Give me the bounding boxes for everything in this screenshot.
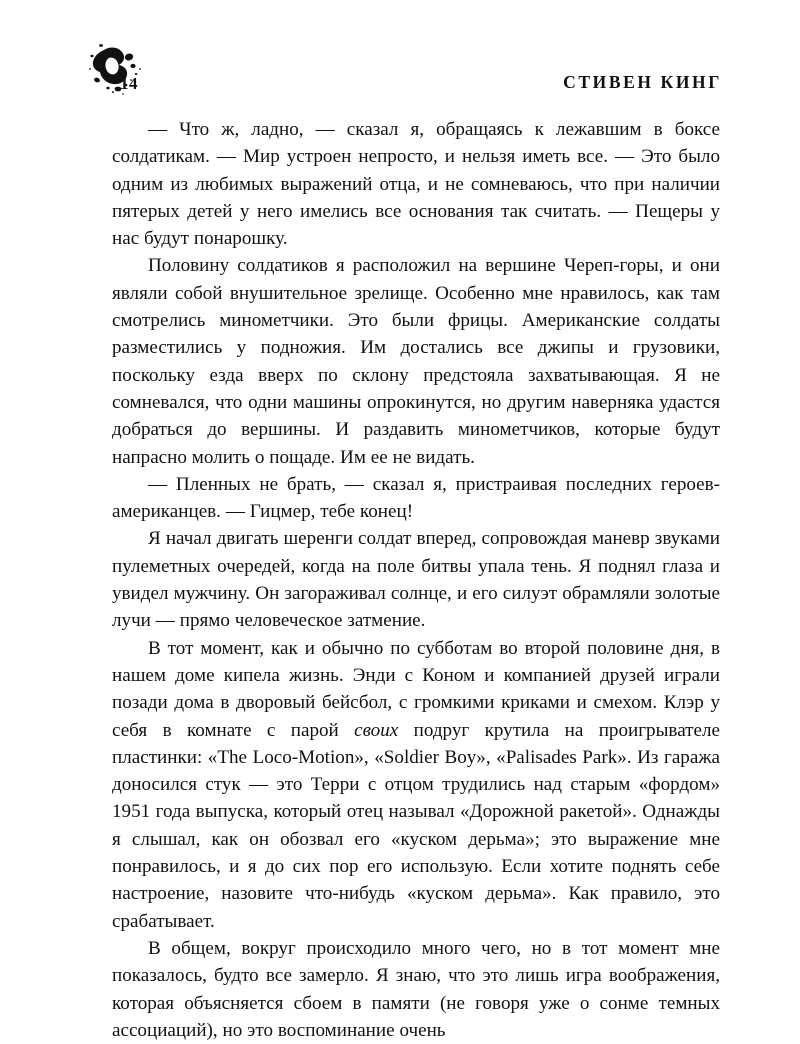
italic-emphasis: своих — [354, 719, 399, 741]
paragraph-segment: подруг крутила на проигрывателе пластинки: «The Loco-Motion», «Soldier Boy», «Palisades Park». Из гаража доносился стук — это Терри с отцом трудились над старым «фордом» 1951 года выпуска, который отец называл «Дорожной ракетой». Однажды я слышал, как он обозвал его «куском дерьма»; это выражение мне понравилось, и я до сих пор его использую. Если хотите поднять себе настроение, назовите что-нибудь «куском дерьма». Как правило, это срабатывает. — [112, 719, 720, 932]
running-head-author: СТИВЕН КИНГ — [563, 72, 722, 92]
running-head — [112, 56, 722, 102]
paragraph: В общем, вокруг происходило много чего, но в тот момент мне показалось, будто все замерло. Я знаю, что это лишь игра воображения, которая объясняется сбоем в памяти (не говоря уже о сонме темных ассоциаций), но это воспоминание очень — [112, 937, 720, 1041]
ink-blot-ornament — [88, 44, 148, 96]
paragraph: Я начал двигать шеренги солдат вперед, сопровождая маневр звуками пулеметных очередей, когда на поле битвы упала тень. Я поднял глаза и увидел мужчину. Он загораживал солнце, и его силуэт обрамляли золотые лучи — прямо человеческое затмение. — [112, 528, 720, 632]
paragraph: — Пленных не брать, — сказал я, пристраивая последних героев-американцев. — Гицмер, тебе конец! — [112, 473, 720, 523]
page-number: 14 — [120, 74, 138, 93]
paragraph-segment: В тот момент, как и обычно по субботам во второй половине дня, в нашем доме кипела жизнь. Энди с Коном и компанией друзей играли позади дома в дворовый бейсбол, с громкими криками и смехом. Клэр у себя в комнате с парой — [112, 637, 720, 741]
paragraph-with-italic — [112, 635, 720, 935]
paragraph: Половину солдатиков я расположил на вершине Череп-горы, и они являли собой внушительное зрелище. Особенно мне нравилось, как там смотрелись минометчики. Это были фрицы. Американские солдаты разместились у подножия. Им достались все джипы и грузовики, поскольку езда вверх по склону предстояла захватывающая. Я не сомневался, что одни машины опрокинутся, но другим наверняка удастся добраться до вершины. И раздавить минометчиков, которые будут напрасно молить о пощаде. Им ее не видать. — [112, 255, 720, 468]
paragraph: — Что ж, ладно, — сказал я, обращаясь к лежавшим в боксе солдатикам. — Мир устроен непросто, и нельзя иметь все. — Это было одним из любимых выражений отца, и не сомневаюсь, что при наличии пятерых детей у него имелись все основания так считать. — Пещеры у нас будут понарошку. — [112, 119, 720, 250]
body-text — [112, 116, 720, 1044]
